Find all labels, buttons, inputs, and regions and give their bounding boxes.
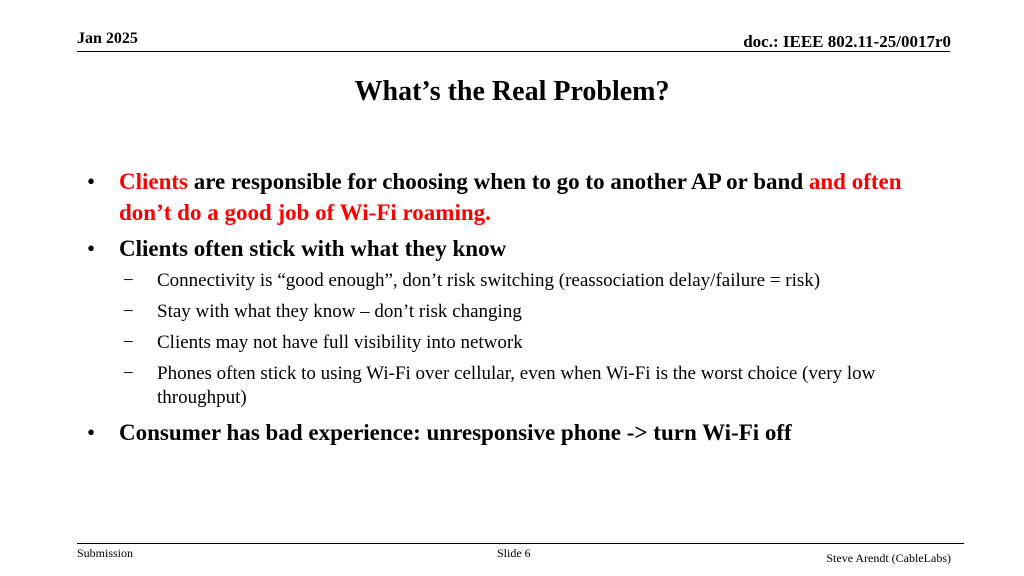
dash-marker: − [123, 332, 134, 353]
dash-marker: − [123, 363, 134, 384]
slide-title: What’s the Real Problem? [354, 76, 670, 107]
bullet-consumer-experience [87, 417, 957, 448]
slide-body [87, 166, 957, 453]
subitem-text: Clients may not have full visibility into network [157, 332, 523, 353]
bullet-clients-stick [87, 233, 957, 264]
header-date: Jan 2025 [77, 30, 138, 47]
header-doc-id: doc.: IEEE 802.11-25/0017r0 [743, 32, 951, 51]
bullet-3-text: Consumer has bad experience: unresponsive phone -> turn Wi-Fi off [119, 420, 792, 445]
bullet-2-text: Clients often stick with what they know [119, 236, 507, 261]
header-divider [77, 51, 950, 52]
footer-author: Steve Arendt (CableLabs) [826, 551, 951, 565]
footer-divider [77, 543, 964, 544]
bullet-marker: • [87, 420, 96, 445]
bullet-1-highlight-clients: Clients [119, 169, 188, 194]
subitem-text: Phones often stick to using Wi-Fi over cellular, even when Wi-Fi is the worst choice (very low throughput) [157, 363, 876, 408]
footer-submission: Submission [77, 546, 134, 560]
subitem-visibility [87, 331, 957, 355]
bullet-marker: • [87, 236, 96, 261]
bullet-marker: • [87, 169, 96, 194]
subitem-text: Connectivity is “good enough”, don’t risk switching (reassociation delay/failure = risk) [157, 270, 821, 291]
bullet-1-highlight-roaming: and often don’t do a good job of Wi-Fi roaming. [119, 169, 902, 225]
footer-slide-number: Slide 6 [497, 546, 531, 560]
bullet-1-text: are responsible for choosing when to go to another AP or band [188, 169, 809, 194]
subitem-phones-stick [87, 362, 957, 410]
subitem-stay-with-what-they-know [87, 300, 957, 324]
subitem-text: Stay with what they know – don’t risk changing [157, 301, 522, 322]
dash-marker: − [123, 301, 134, 322]
dash-marker: − [123, 270, 134, 291]
bullet-clients-responsible [87, 166, 957, 228]
subitem-good-enough [87, 269, 957, 293]
